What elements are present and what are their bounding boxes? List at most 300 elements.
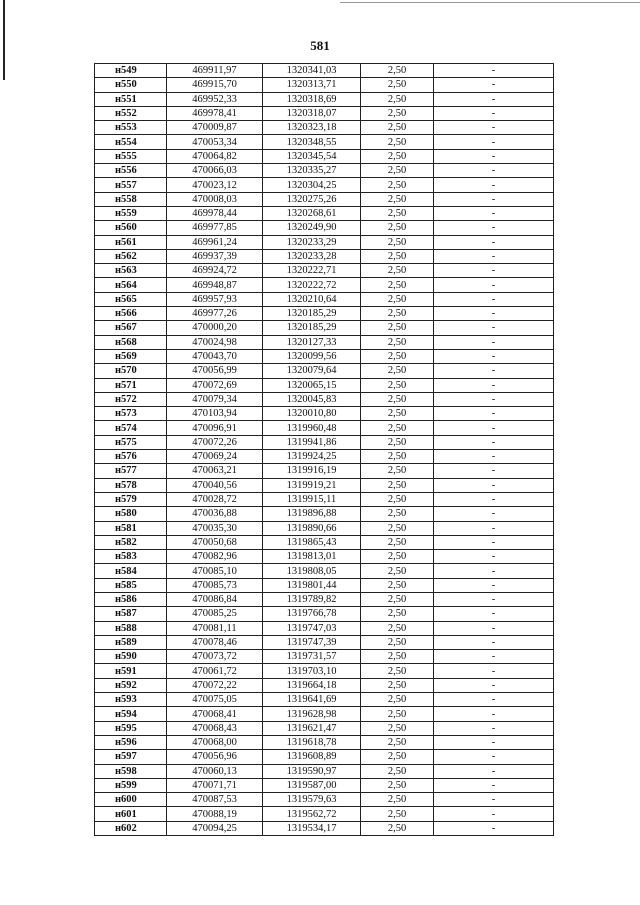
x-coordinate-cell: 470023,12 [167,178,263,192]
note-cell: - [434,292,554,306]
table-row [95,635,554,649]
note-cell: - [434,693,554,707]
y-coordinate-cell: 1319916,19 [263,464,361,478]
table-row [95,821,554,835]
note-cell: - [434,121,554,135]
x-coordinate-cell: 470073,72 [167,650,263,664]
accuracy-cell: 2,50 [361,521,434,535]
y-coordinate-cell: 1319890,66 [263,521,361,535]
accuracy-cell: 2,50 [361,364,434,378]
note-cell: - [434,149,554,163]
y-coordinate-cell: 1320268,61 [263,206,361,220]
coordinates-table [94,63,554,836]
x-coordinate-cell: 469952,33 [167,92,263,106]
y-coordinate-cell: 1319618,78 [263,735,361,749]
point-id-cell: н558 [95,192,167,206]
y-coordinate-cell: 1319590,97 [263,764,361,778]
accuracy-cell: 2,50 [361,464,434,478]
y-coordinate-cell: 1319747,03 [263,621,361,635]
point-id-cell: н581 [95,521,167,535]
table-row [95,621,554,635]
table-row [95,750,554,764]
table-row [95,378,554,392]
y-coordinate-cell: 1320233,28 [263,249,361,263]
point-id-cell: н553 [95,121,167,135]
table-row [95,521,554,535]
y-coordinate-cell: 1320079,64 [263,364,361,378]
x-coordinate-cell: 470053,34 [167,135,263,149]
x-coordinate-cell: 470056,96 [167,750,263,764]
table-row [95,307,554,321]
x-coordinate-cell: 470061,72 [167,664,263,678]
point-id-cell: н591 [95,664,167,678]
accuracy-cell: 2,50 [361,621,434,635]
x-coordinate-cell: 469957,93 [167,292,263,306]
y-coordinate-cell: 1320065,15 [263,378,361,392]
table-row [95,292,554,306]
x-coordinate-cell: 470087,53 [167,793,263,807]
accuracy-cell: 2,50 [361,206,434,220]
point-id-cell: н599 [95,778,167,792]
point-id-cell: н592 [95,678,167,692]
accuracy-cell: 2,50 [361,721,434,735]
table-row [95,192,554,206]
accuracy-cell: 2,50 [361,278,434,292]
y-coordinate-cell: 1320222,71 [263,264,361,278]
table-row [95,135,554,149]
x-coordinate-cell: 470072,69 [167,378,263,392]
accuracy-cell: 2,50 [361,164,434,178]
table-row [95,421,554,435]
x-coordinate-cell: 470085,73 [167,578,263,592]
y-coordinate-cell: 1320318,69 [263,92,361,106]
y-coordinate-cell: 1320313,71 [263,78,361,92]
x-coordinate-cell: 470028,72 [167,492,263,506]
note-cell: - [434,278,554,292]
note-cell: - [434,378,554,392]
point-id-cell: н563 [95,264,167,278]
table-row [95,392,554,406]
y-coordinate-cell: 1320185,29 [263,321,361,335]
table-row [95,121,554,135]
point-id-cell: н569 [95,349,167,363]
note-cell: - [434,392,554,406]
y-coordinate-cell: 1319924,25 [263,450,361,464]
point-id-cell: н595 [95,721,167,735]
x-coordinate-cell: 470040,56 [167,478,263,492]
table-row [95,578,554,592]
x-coordinate-cell: 469948,87 [167,278,263,292]
note-cell: - [434,635,554,649]
accuracy-cell: 2,50 [361,564,434,578]
accuracy-cell: 2,50 [361,435,434,449]
y-coordinate-cell: 1320335,27 [263,164,361,178]
y-coordinate-cell: 1319747,39 [263,635,361,649]
y-coordinate-cell: 1320210,64 [263,292,361,306]
point-id-cell: н559 [95,206,167,220]
accuracy-cell: 2,50 [361,578,434,592]
x-coordinate-cell: 469977,26 [167,307,263,321]
note-cell: - [434,550,554,564]
note-cell: - [434,235,554,249]
accuracy-cell: 2,50 [361,421,434,435]
y-coordinate-cell: 1320318,07 [263,106,361,120]
accuracy-cell: 2,50 [361,707,434,721]
y-coordinate-cell: 1319534,17 [263,821,361,835]
note-cell: - [434,478,554,492]
accuracy-cell: 2,50 [361,121,434,135]
note-cell: - [434,64,554,78]
y-coordinate-cell: 1319641,69 [263,693,361,707]
x-coordinate-cell: 470060,13 [167,764,263,778]
note-cell: - [434,450,554,464]
note-cell: - [434,364,554,378]
y-coordinate-cell: 1319703,10 [263,664,361,678]
y-coordinate-cell: 1319960,48 [263,421,361,435]
point-id-cell: н583 [95,550,167,564]
y-coordinate-cell: 1319731,57 [263,650,361,664]
note-cell: - [434,421,554,435]
x-coordinate-cell: 470096,91 [167,421,263,435]
point-id-cell: н564 [95,278,167,292]
y-coordinate-cell: 1320341,03 [263,64,361,78]
accuracy-cell: 2,50 [361,635,434,649]
note-cell: - [434,492,554,506]
x-coordinate-cell: 470024,98 [167,335,263,349]
accuracy-cell: 2,50 [361,221,434,235]
accuracy-cell: 2,50 [361,321,434,335]
x-coordinate-cell: 470085,10 [167,564,263,578]
accuracy-cell: 2,50 [361,592,434,606]
y-coordinate-cell: 1319801,44 [263,578,361,592]
note-cell: - [434,221,554,235]
point-id-cell: н560 [95,221,167,235]
y-coordinate-cell: 1319813,01 [263,550,361,564]
x-coordinate-cell: 470009,87 [167,121,263,135]
note-cell: - [434,206,554,220]
table-row [95,764,554,778]
accuracy-cell: 2,50 [361,135,434,149]
point-id-cell: н552 [95,106,167,120]
table-row [95,364,554,378]
x-coordinate-cell: 470071,71 [167,778,263,792]
y-coordinate-cell: 1319919,21 [263,478,361,492]
x-coordinate-cell: 469915,70 [167,78,263,92]
accuracy-cell: 2,50 [361,793,434,807]
note-cell: - [434,192,554,206]
note-cell: - [434,535,554,549]
x-coordinate-cell: 470081,11 [167,621,263,635]
accuracy-cell: 2,50 [361,349,434,363]
accuracy-cell: 2,50 [361,178,434,192]
table-row [95,206,554,220]
table-row [95,507,554,521]
accuracy-cell: 2,50 [361,607,434,621]
table-row [95,264,554,278]
accuracy-cell: 2,50 [361,764,434,778]
note-cell: - [434,178,554,192]
y-coordinate-cell: 1319808,05 [263,564,361,578]
table-row [95,735,554,749]
x-coordinate-cell: 470035,30 [167,521,263,535]
note-cell: - [434,807,554,821]
x-coordinate-cell: 470050,68 [167,535,263,549]
table-row [95,464,554,478]
x-coordinate-cell: 470069,24 [167,450,263,464]
x-coordinate-cell: 469924,72 [167,264,263,278]
note-cell: - [434,349,554,363]
point-id-cell: н565 [95,292,167,306]
point-id-cell: н566 [95,307,167,321]
y-coordinate-cell: 1320348,55 [263,135,361,149]
y-coordinate-cell: 1320222,72 [263,278,361,292]
point-id-cell: н572 [95,392,167,406]
table-row [95,778,554,792]
y-coordinate-cell: 1320323,18 [263,121,361,135]
accuracy-cell: 2,50 [361,378,434,392]
point-id-cell: н596 [95,735,167,749]
point-id-cell: н577 [95,464,167,478]
accuracy-cell: 2,50 [361,664,434,678]
table-row [95,149,554,163]
y-coordinate-cell: 1320127,33 [263,335,361,349]
x-coordinate-cell: 470068,41 [167,707,263,721]
table-row [95,221,554,235]
accuracy-cell: 2,50 [361,807,434,821]
table-row [95,807,554,821]
accuracy-cell: 2,50 [361,550,434,564]
y-coordinate-cell: 1320304,25 [263,178,361,192]
point-id-cell: н573 [95,407,167,421]
x-coordinate-cell: 470086,84 [167,592,263,606]
x-coordinate-cell: 470068,00 [167,735,263,749]
point-id-cell: н567 [95,321,167,335]
note-cell: - [434,592,554,606]
y-coordinate-cell: 1320045,83 [263,392,361,406]
x-coordinate-cell: 470103,94 [167,407,263,421]
accuracy-cell: 2,50 [361,392,434,406]
y-coordinate-cell: 1319587,00 [263,778,361,792]
table-row [95,106,554,120]
note-cell: - [434,335,554,349]
accuracy-cell: 2,50 [361,64,434,78]
table-row [95,335,554,349]
table-row [95,492,554,506]
note-cell: - [434,249,554,263]
note-cell: - [434,135,554,149]
x-coordinate-cell: 470078,46 [167,635,263,649]
header-rule [340,2,640,3]
table-row [95,349,554,363]
accuracy-cell: 2,50 [361,106,434,120]
note-cell: - [434,764,554,778]
point-id-cell: н585 [95,578,167,592]
note-cell: - [434,735,554,749]
note-cell: - [434,106,554,120]
point-id-cell: н576 [95,450,167,464]
point-id-cell: н575 [95,435,167,449]
note-cell: - [434,521,554,535]
y-coordinate-cell: 1320233,29 [263,235,361,249]
point-id-cell: н554 [95,135,167,149]
accuracy-cell: 2,50 [361,307,434,321]
accuracy-cell: 2,50 [361,821,434,835]
table-row [95,450,554,464]
x-coordinate-cell: 470072,22 [167,678,263,692]
y-coordinate-cell: 1319789,82 [263,592,361,606]
note-cell: - [434,321,554,335]
x-coordinate-cell: 470066,03 [167,164,263,178]
point-id-cell: н584 [95,564,167,578]
note-cell: - [434,650,554,664]
note-cell: - [434,564,554,578]
note-cell: - [434,407,554,421]
table-row [95,535,554,549]
point-id-cell: н588 [95,621,167,635]
y-coordinate-cell: 1320185,29 [263,307,361,321]
x-coordinate-cell: 469978,41 [167,106,263,120]
y-coordinate-cell: 1320249,90 [263,221,361,235]
point-id-cell: н579 [95,492,167,506]
point-id-cell: н600 [95,793,167,807]
note-cell: - [434,435,554,449]
y-coordinate-cell: 1320345,54 [263,149,361,163]
accuracy-cell: 2,50 [361,535,434,549]
note-cell: - [434,778,554,792]
point-id-cell: н601 [95,807,167,821]
y-coordinate-cell: 1319865,43 [263,535,361,549]
table-row [95,235,554,249]
note-cell: - [434,607,554,621]
table-row [95,478,554,492]
coordinates-table-body [95,64,554,836]
y-coordinate-cell: 1319628,98 [263,707,361,721]
point-id-cell: н597 [95,750,167,764]
point-id-cell: н589 [95,635,167,649]
y-coordinate-cell: 1319896,88 [263,507,361,521]
note-cell: - [434,664,554,678]
accuracy-cell: 2,50 [361,450,434,464]
table-row [95,607,554,621]
point-id-cell: н593 [95,693,167,707]
accuracy-cell: 2,50 [361,693,434,707]
table-row [95,321,554,335]
point-id-cell: н590 [95,650,167,664]
x-coordinate-cell: 470079,34 [167,392,263,406]
point-id-cell: н586 [95,592,167,606]
x-coordinate-cell: 470082,96 [167,550,263,564]
note-cell: - [434,92,554,106]
point-id-cell: н578 [95,478,167,492]
table-row [95,435,554,449]
point-id-cell: н602 [95,821,167,835]
x-coordinate-cell: 470008,03 [167,192,263,206]
accuracy-cell: 2,50 [361,264,434,278]
table-row [95,164,554,178]
x-coordinate-cell: 470064,82 [167,149,263,163]
accuracy-cell: 2,50 [361,507,434,521]
accuracy-cell: 2,50 [361,192,434,206]
page-number: 581 [310,38,330,53]
y-coordinate-cell: 1319915,11 [263,492,361,506]
point-id-cell: н598 [95,764,167,778]
x-coordinate-cell: 470043,70 [167,349,263,363]
note-cell: - [434,507,554,521]
accuracy-cell: 2,50 [361,678,434,692]
point-id-cell: н551 [95,92,167,106]
y-coordinate-cell: 1320099,56 [263,349,361,363]
table-row [95,278,554,292]
y-coordinate-cell: 1319664,18 [263,678,361,692]
point-id-cell: н550 [95,78,167,92]
note-cell: - [434,721,554,735]
accuracy-cell: 2,50 [361,78,434,92]
point-id-cell: н594 [95,707,167,721]
x-coordinate-cell: 469937,39 [167,249,263,263]
point-id-cell: н549 [95,64,167,78]
x-coordinate-cell: 470085,25 [167,607,263,621]
note-cell: - [434,78,554,92]
accuracy-cell: 2,50 [361,235,434,249]
point-id-cell: н582 [95,535,167,549]
note-cell: - [434,678,554,692]
accuracy-cell: 2,50 [361,92,434,106]
x-coordinate-cell: 470000,20 [167,321,263,335]
accuracy-cell: 2,50 [361,778,434,792]
point-id-cell: н571 [95,378,167,392]
x-coordinate-cell: 470056,99 [167,364,263,378]
accuracy-cell: 2,50 [361,149,434,163]
note-cell: - [434,707,554,721]
note-cell: - [434,164,554,178]
table-row [95,64,554,78]
y-coordinate-cell: 1320010,80 [263,407,361,421]
table-row [95,707,554,721]
table-row [95,178,554,192]
accuracy-cell: 2,50 [361,650,434,664]
table-row [95,678,554,692]
table-row [95,564,554,578]
y-coordinate-cell: 1319562,72 [263,807,361,821]
x-coordinate-cell: 470068,43 [167,721,263,735]
table-row [95,92,554,106]
x-coordinate-cell: 470075,05 [167,693,263,707]
y-coordinate-cell: 1319579,63 [263,793,361,807]
table-row [95,78,554,92]
x-coordinate-cell: 470063,21 [167,464,263,478]
point-id-cell: н587 [95,607,167,621]
note-cell: - [434,793,554,807]
point-id-cell: н570 [95,364,167,378]
x-coordinate-cell: 469911,97 [167,64,263,78]
table-row [95,721,554,735]
accuracy-cell: 2,50 [361,492,434,506]
y-coordinate-cell: 1319941,86 [263,435,361,449]
note-cell: - [434,464,554,478]
x-coordinate-cell: 470088,19 [167,807,263,821]
x-coordinate-cell: 470072,26 [167,435,263,449]
table-row [95,249,554,263]
y-coordinate-cell: 1319766,78 [263,607,361,621]
note-cell: - [434,264,554,278]
accuracy-cell: 2,50 [361,750,434,764]
note-cell: - [434,307,554,321]
x-coordinate-cell: 470094,25 [167,821,263,835]
point-id-cell: н574 [95,421,167,435]
point-id-cell: н556 [95,164,167,178]
table-row [95,793,554,807]
x-coordinate-cell: 469961,24 [167,235,263,249]
